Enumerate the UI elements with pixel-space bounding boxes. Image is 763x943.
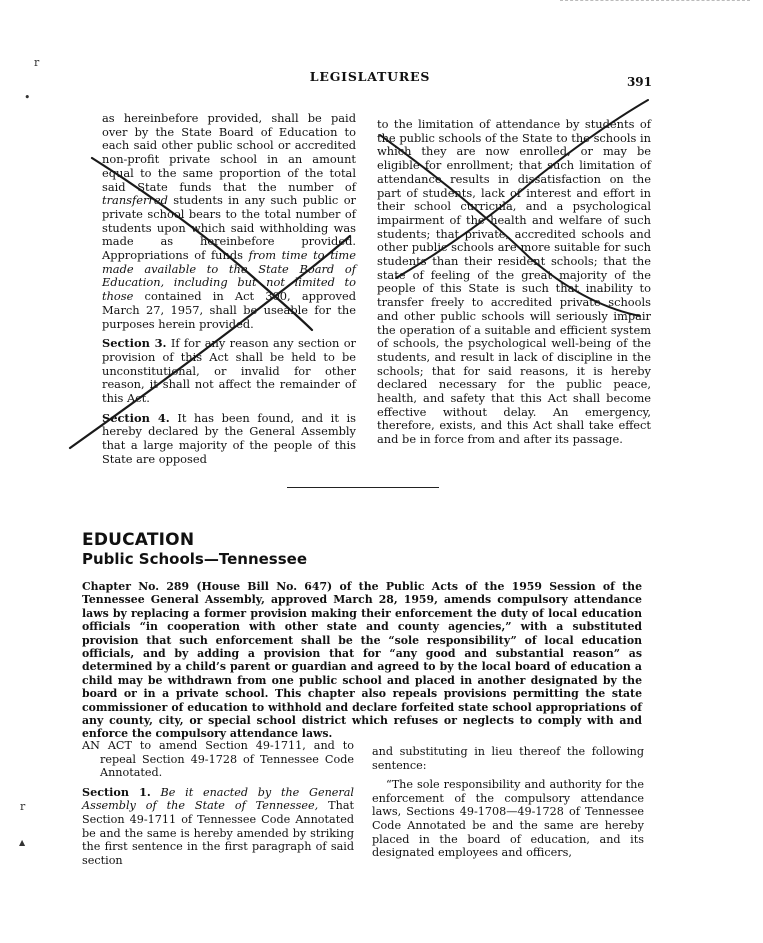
text-column-lower-right bbox=[372, 745, 644, 866]
paragraph-lead: and substituting in lieu thereof the following sentence: bbox=[372, 745, 644, 772]
chapter-summary: Chapter No. 289 (House Bill No. 647) of the Public Acts of the 1959 Session of the Tennessee General Assembly, approved March 28, 1959, amends compulsory attendance laws by replacing a former provision making their enforcement the duty of local education officials “in cooperation with other state and county agencies,” with a substituted provision that such enforcement shall be the “sole responsibility” of local education officials, and by adding a provision that for “any good and substantial reason” as determined by a child’s parent or guardian and agreed to by the local board of education a child may be withdrawn from one public school and placed in another designated by the board or in a private school. This chapter also repeals provisions permitting the state commissioner of education to withhold and declare forfeited state school appropriations of any county, city, or special school district which refuses or neglects to comply with and enforce the compulsory attendance laws. bbox=[82, 580, 642, 741]
text-column-lower-left bbox=[82, 739, 354, 873]
section-text: That Section 49-1711 of Tennessee Code Annotated be and the same is hereby amended by striking the first sentence in the first paragraph of said section bbox=[82, 799, 354, 867]
section-text: It has been found, and it is hereby declared by the General Assembly that a large majority of the people of this State are opposed bbox=[102, 410, 356, 466]
section-label: Section 4. bbox=[102, 410, 170, 425]
margin-mark: • bbox=[24, 91, 31, 104]
text-run: contained in Act 300, approved March 27, 1957, shall be useable for the purposes herein provided. bbox=[102, 289, 356, 331]
text-column-upper-right bbox=[377, 118, 651, 453]
margin-mark: ▲ bbox=[19, 838, 26, 847]
text-run: as hereinbefore provided, shall be paid over by the State Board of Education to each said other public school or accredited non-profit private school in an amount equal to the same proportion of the total said State funds that the number of bbox=[102, 111, 356, 194]
paragraph-funds bbox=[102, 112, 356, 331]
section-subheading: Public Schools—Tennessee bbox=[82, 550, 308, 568]
paragraph-section-4 bbox=[102, 412, 356, 467]
act-title: AN ACT to amend Section 49-1711, and to repeal Section 49-1728 of Tennessee Code Annotated. bbox=[82, 739, 354, 780]
paragraph-findings: to the limitation of attendance by students of the public schools of the State to the schools in which they are now enrolled, or may be eligible for enrollment; that such limitation of attendance results in dissatisfaction on the part of students, lack of interest and effort in their school curricula, and a psychological impairment of the health and welfare of such students; that private, accredited schools and other public schools are more suitable for such students than their resident schools; that the state of feeling of the great majority of the people of this State is such that inability to transfer freely to accredited private schools and other public schools will seriously impair the operation of a suitable and efficient system of schools, the psychological well-being of the students, and result in lack of discipline in the schools; that for said reasons, it is hereby declared necessary for the public peace, health, and safety that this Act shall become effective without delay. An emergency, therefore, exists, and this Act shall take effect and be in force from and after its passage. bbox=[377, 117, 651, 447]
section-text: If for any reason any section or provision of this Act shall be held to be unconstitutional, or invalid for other reason, it shall not affect the remainder of this Act. bbox=[102, 336, 356, 406]
section-heading: EDUCATION bbox=[82, 530, 195, 550]
paragraph-section-1 bbox=[82, 786, 354, 868]
text-column-upper-left bbox=[102, 112, 356, 473]
section-label: Section 3. bbox=[102, 336, 167, 351]
italic-run: from time to time made available to the State Board of Education, including but not limited to those bbox=[102, 248, 356, 304]
quoted-sentence: “The sole responsibility and authority for the enforcement of the compulsory attendance laws, Sections 49-1708—49-1728 of Tennessee Code Annotated be and the same are hereby placed in the board of education, and its designated employees and officers, bbox=[372, 778, 644, 860]
scan-edge-rule bbox=[560, 0, 750, 1]
page-number: 391 bbox=[626, 75, 652, 89]
margin-mark: r bbox=[34, 56, 40, 69]
paragraph-section-3 bbox=[102, 337, 356, 406]
enacting-clause: Be it enacted by the General Assembly of the State of Tennessee, bbox=[82, 785, 354, 813]
margin-mark: r bbox=[20, 800, 26, 813]
running-header: LEGISLATURES bbox=[309, 69, 431, 84]
italic-run: transferred bbox=[102, 193, 168, 208]
text-run: students in any such public or private school bears to the total number of students upon which said withholding was made as hereinbefore provided. Appropriations of funds bbox=[102, 193, 356, 263]
section-label: Section 1. bbox=[82, 784, 151, 799]
section-divider bbox=[287, 487, 439, 488]
